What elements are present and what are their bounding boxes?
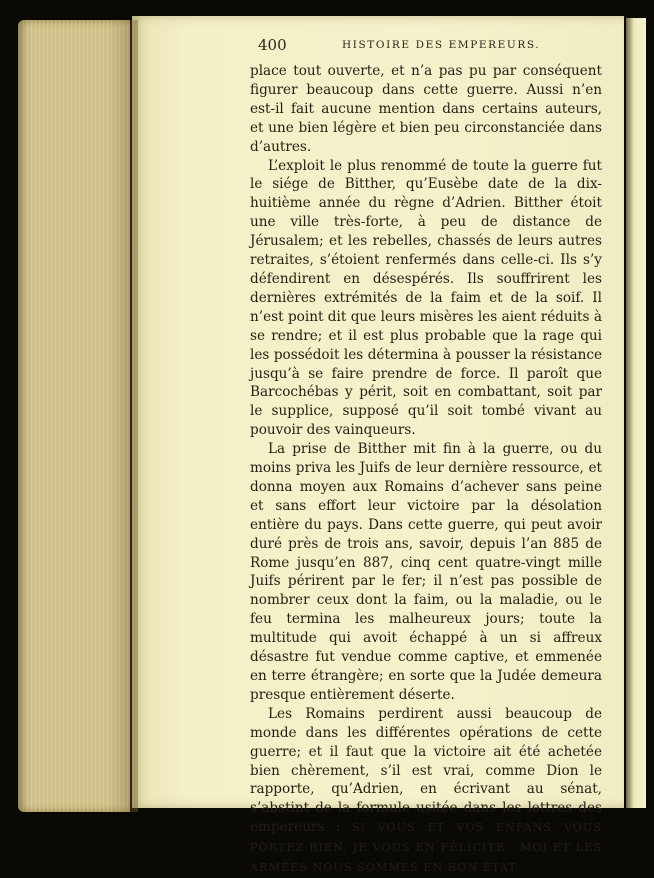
paragraph-3: La prise de Bitther mit fin à la guerre, ou du moins priva les Juifs de leur dernière ressource, et donna moyen aux Romains d’achever sans peine et sans effort leur victoire par la désolation entière du pays. Dans cette guerre, qui peut avoir duré près de trois ans, savoir, depuis l’an 885 de Rome jusqu’en 887, cinq cent quatre-vingt mille Juifs périrent par le fer; il n’est pas possible de nombrer ceux dont la faim, ou la maladie, ou le feu termina les malheureux jours; toute la multitude qui avoit échappé à un si affreux désastre fut vendue comme captive, et emmenée en terre étrangère; en sorte que la Judée demeura presque entièrement déserte.	[250, 441, 602, 703]
paragraph-2: L’exploit le plus renommé de toute la guerre fut le siége de Bitther, qu’Eusèbe date de la dix-huitième année du règne d’Adrien. Bitther étoit une ville très-forte, à peu de distance de Jérusalem; et les rebelles, chassés de leurs autres retraites, s’étoient renfermés dans celle-ci. Ils s’y défendirent en désespérés. Ils souffrirent les dernières extrémités de la faim et de la soif. Il n’est point dit que leurs misères les aient réduits à se rendre; et il est plus probable que la rage qui les possédoit les détermina à pousser la résistance jusqu’à se faire prendre de force. Il paroît que Barcochébas y périt, soit en combattant, soit par le supplice, supposé qu’il soit tombé vivant au pouvoir des vainqueurs.	[250, 157, 602, 439]
spine-shadow	[108, 20, 138, 812]
paragraph-1: place tout ouverte, et n’a pas pu par conséquent figurer beaucoup dans cette guerre. Aussi n’en est-il fait aucune mention dans certains auteurs, et une bien légère et bien peu circonstanciée dans d’autres.	[250, 63, 602, 155]
body-text	[250, 62, 602, 878]
page-number: 400	[258, 36, 287, 54]
paragraph-4-text: Les Romains perdirent aussi beaucoup de monde dans les différentes opérations de cette guerre; et il faut que la victoire ait été achetée bien chèrement, s’il est vrai, comme Dion le rapporte, qu’Adrien, en écrivant au sénat, s’abstint de la formule usitée dans les lettres des empereurs :	[250, 705, 602, 836]
imperial-formula-quote: SI VOUS ET VOS ENFANS VOUS PORTEZ BIEN, JE VOUS EN FÉLICITE : MOI ET LES ARMÉES NOUS SOMMES EN BON ÉTAT.	[250, 821, 602, 875]
page-header	[258, 36, 604, 56]
facing-page-edge	[626, 18, 646, 808]
running-head: HISTOIRE DES EMPEREURS.	[342, 39, 541, 51]
paragraph-4	[250, 705, 602, 878]
